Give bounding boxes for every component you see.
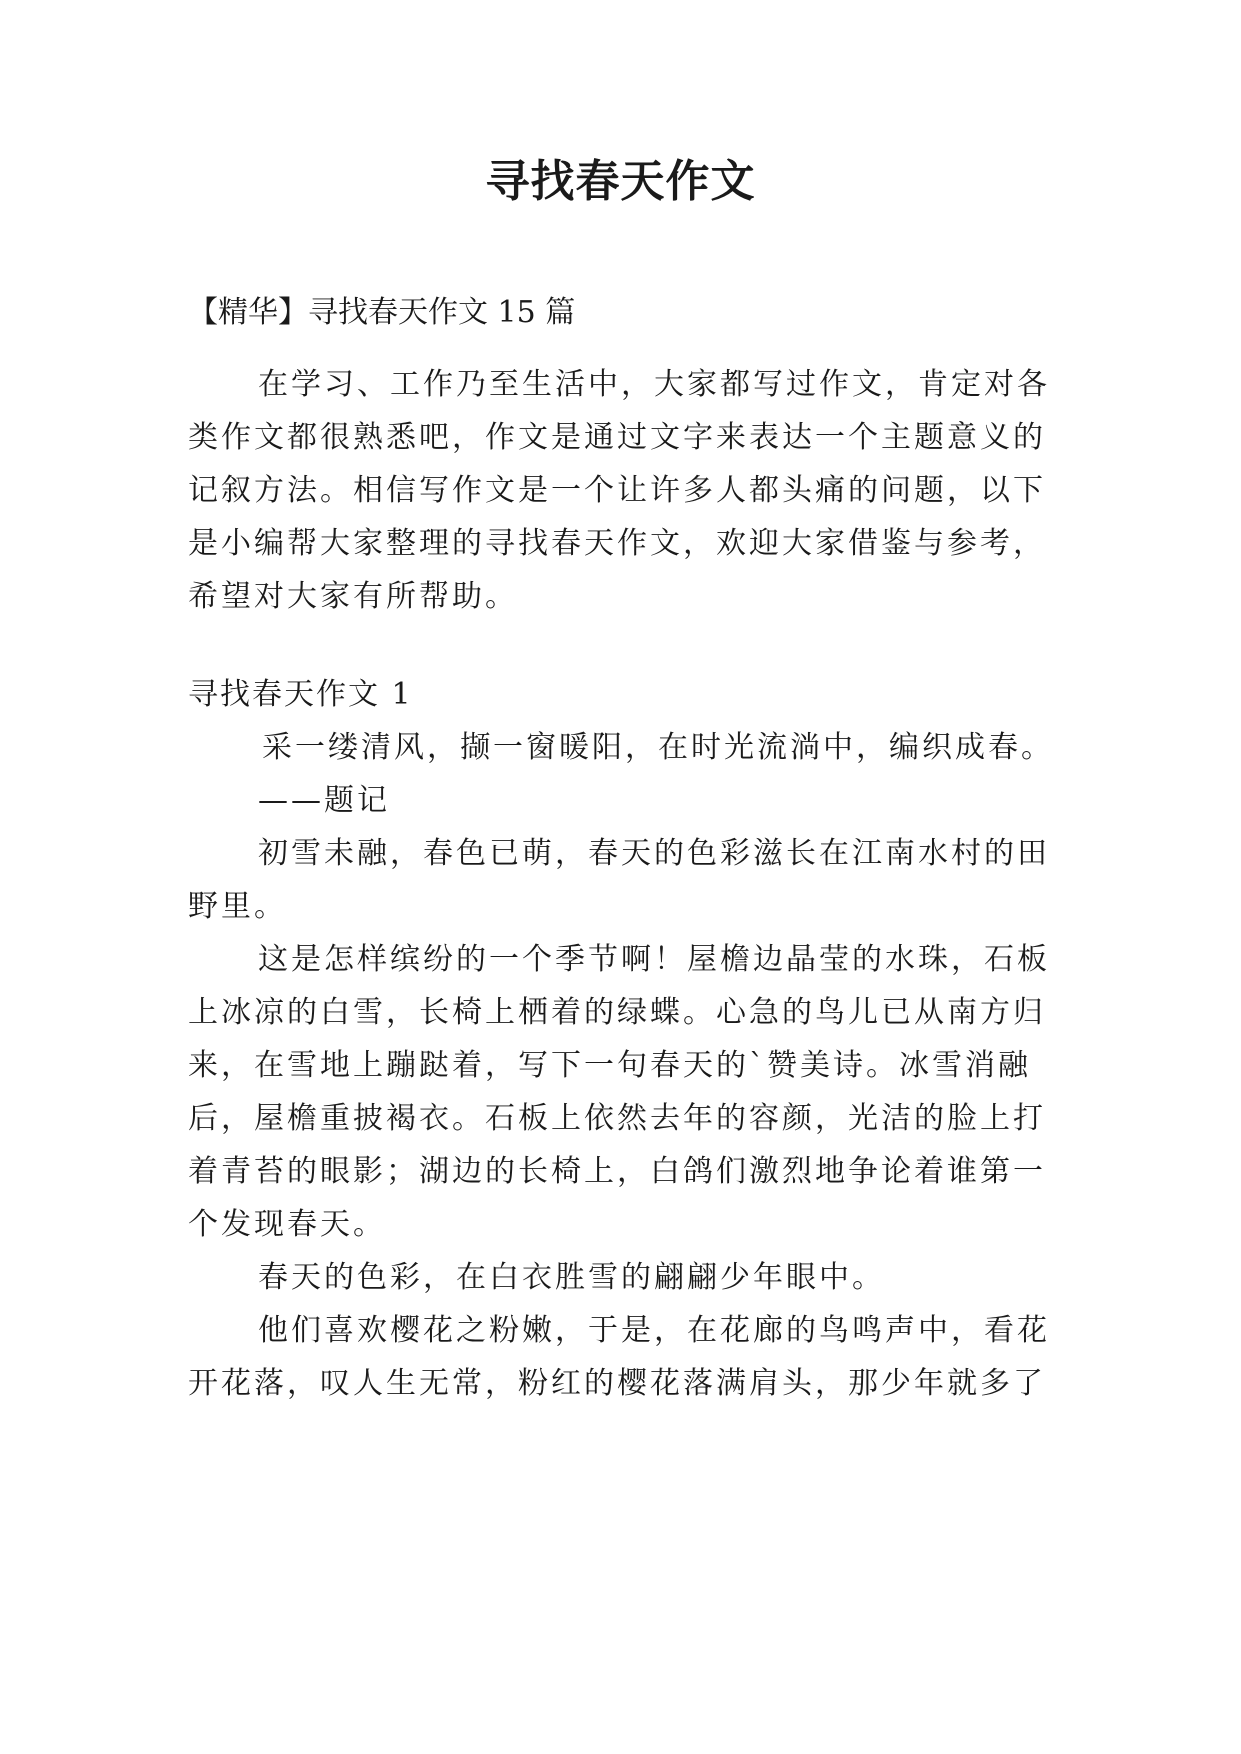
intro-line: 希望对大家有所帮助。 xyxy=(188,579,518,614)
paragraph-line: 春天的色彩，在白衣胜雪的翩翩少年眼中。 xyxy=(258,1260,885,1295)
intro-line: 类作文都很熟悉吧，作文是通过文字来表达一个主题意义的 xyxy=(188,420,1046,455)
paragraph-line: 他们喜欢樱花之粉嫩，于是，在花廊的鸟鸣声中，看花 xyxy=(258,1313,1050,1348)
document-title: 寻找春天作文 xyxy=(485,156,756,207)
paragraph-line: 后，屋檐重披褐衣。石板上依然去年的容颜，光洁的脸上打 xyxy=(188,1101,1046,1136)
paragraph-line: 开花落，叹人生无常，粉红的樱花落满肩头，那少年就多了 xyxy=(188,1366,1046,1401)
intro-line: 记叙方法。相信写作文是一个让许多人都头痛的问题，以下 xyxy=(188,473,1046,508)
section-heading: 寻找春天作文 1 xyxy=(188,677,413,712)
paragraph-line: 个发现春天。 xyxy=(188,1207,386,1242)
epigraph-note: ——题记 xyxy=(258,783,390,818)
paragraph-line: 来，在雪地上蹦跶着，写下一句春天的`赞美诗。冰雪消融 xyxy=(188,1048,1031,1083)
paragraph-line: 上冰凉的白雪，长椅上栖着的绿蝶。心急的鸟儿已从南方归 xyxy=(188,995,1046,1030)
epigraph: 采一缕清风，撷一窗暖阳，在时光流淌中，编织成春。 xyxy=(262,730,1054,765)
paragraph-line: 野里。 xyxy=(188,889,287,924)
paragraph-line: 着青苔的眼影；湖边的长椅上，白鸽们激烈地争论着谁第一 xyxy=(188,1154,1046,1189)
intro-line: 在学习、工作乃至生活中，大家都写过作文，肯定对各 xyxy=(258,367,1050,402)
intro-line: 是小编帮大家整理的寻找春天作文，欢迎大家借鉴与参考， xyxy=(188,526,1046,561)
paragraph-line: 这是怎样缤纷的一个季节啊！屋檐边晶莹的水珠，石板 xyxy=(258,942,1050,977)
document-subtitle: 【精华】寻找春天作文 15 篇 xyxy=(188,295,576,330)
paragraph-line: 初雪未融，春色已萌，春天的色彩滋长在江南水村的田 xyxy=(258,836,1050,871)
